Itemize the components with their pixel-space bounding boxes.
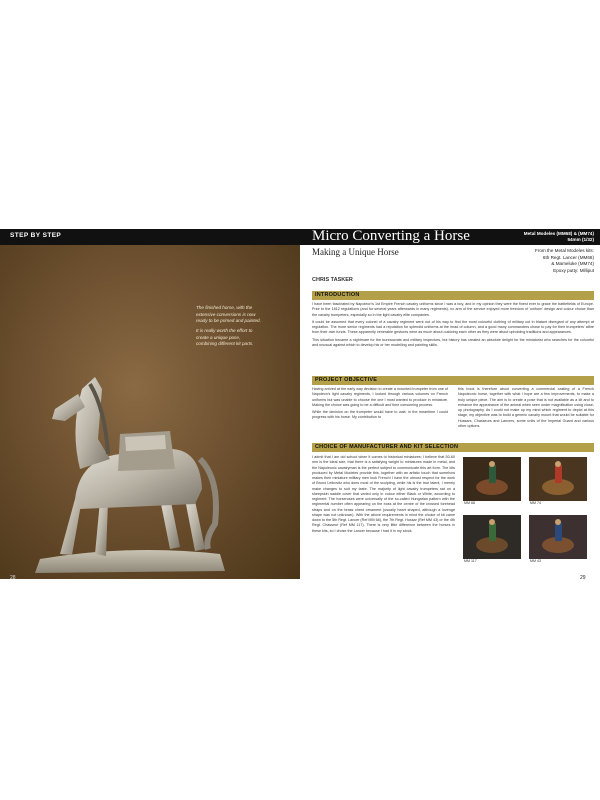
thumbnail-image	[463, 457, 521, 501]
thumbnail-image	[529, 457, 587, 501]
photo-caption	[196, 305, 262, 351]
page-number-right: 29	[580, 575, 586, 581]
paragraph: This situation became a nightmare for the bureaucrats and military inspectors, but history has created an absolute delight for the miniaturist who searches for the colourful and unusual against which to develop his or her modelling and painting skills.	[312, 337, 594, 347]
paragraph: Having arrived at the early way decision to create a mounted trumpeter from one of Napoleon's light cavalry regiments, I looked through various volumes on French uniforms but was unable to choose the one I most wanted to produce in miniature. Making the choice was going to be a difficult and time consuming process.	[312, 387, 448, 407]
right-page	[300, 229, 600, 579]
section-heading-manufacturer	[312, 443, 594, 452]
thumbnail-label: MM 74	[530, 501, 541, 505]
section-heading-text: PROJECT OBJECTIVE	[315, 377, 378, 383]
introduction-text	[312, 302, 594, 350]
paragraph: It could be assumed that every colonel of a cavalry regiment went out of his way to find the most colourful clothing of military cut in blatant disregard of any attempt at regulation. The more senior regiments had a reputation for splendid uniforms at the head of column, and a good many commanders chose to pay for their trumpeters' attire from their own funds. These apparently venerable gestures were as much about outdoing each other as they were about upholding traditions and appearances.	[312, 319, 594, 335]
caption-line: The finished horse, with the extensive conversions is now ready to be primed and painted.	[196, 305, 261, 324]
paragraph: I admit that I am old school when it comes to historical miniatures; I believe that 50-60 mm is the ideal size, that there is a satisfying weight to miniatures made in metal, and the Napoleonic cavalryman is the perfect subject to communicate this art form. The kits produced by Metal Modeles provide this, together with an artistic touch that somehow makes their miniature military men look French! I have the utmost respect for the work of Bruno Leibovitz who does most of the sculpting, while his is the true talent, I merely make changes to suit my taste. The majority of light cavalry trumpeters sat on a sheepskin saddle cover that varied only in colour either Black or White, according to regiment. The horseroses were universally of the so-called Hungarian pattern with the regimental number often appearing on the boss at the centre of the crossed forehead straps and on the brass chest ornament (usually heart shaped, although a lozenge shape was not unknown). With the above requirements in mind the choice of kit came down to the 5th Regt. Lancer (Ref MM 68), the 7th Regt. Hussar (Ref MM 43) or the 4th Regt. Chasseur (Ref MM 117). There is very little difference between the horses in these kits, so I chose the Lancer because I had it in my stock.	[312, 455, 455, 533]
thumbnail-label: MM 43	[530, 559, 541, 563]
left-header-bar	[0, 229, 300, 245]
right-header-bar	[300, 229, 600, 245]
paragraph: I have been fascinated by Napoleon's 1st Empire French cavalry uniforms since I was a boy, and in my opinion they were the finest ever to grace the battlefields of Europe. Prior to the 1812 regulations (and for several years afterwards in many regiments), no arm of the service enjoyed more freedom of 'uniform' design and colour choice than the cavalry trumpeters, especially so in the light cavalry elite companies.	[312, 302, 594, 317]
section-heading-project-objective	[312, 376, 594, 385]
section-label: STEP BY STEP	[10, 232, 62, 239]
kit-info-line: Epoxy putty: Milliput	[553, 267, 594, 273]
book-spread	[0, 229, 600, 579]
horse-miniature-photo	[20, 349, 240, 574]
header-info-line: Metal Modeles (MM68) & (MM74)	[523, 231, 594, 236]
section-heading-text: INTRODUCTION	[315, 292, 360, 298]
paragraph: this book is therefore about converting a commercial casting of a French Napoleonic horse, together with what I hope are a few improvements, to make a truly unique piece. The aim is to create a pose that is not available as a kit and to enhance the appearance of the animal when seen under magnification using close-up photography. As I could not make up my mind which regiment to depict at this stage, my objective was to build a generic cavalry mount that would be suitable for Hussars, Chasseurs and Lancers, some units of the Imperial Guard and various other options.	[458, 387, 594, 428]
objective-text-col1	[312, 387, 448, 423]
left-page	[0, 229, 300, 579]
caption-line: It is really worth the effort to create a unique pose, combining different kit parts.	[196, 327, 254, 347]
kit-info-line: 6th Regt. Lancer (MM68)	[542, 254, 594, 260]
thumbnail-mm43	[529, 515, 587, 565]
kit-thumbnails	[463, 457, 594, 577]
section-heading-introduction	[312, 291, 594, 300]
thumbnail-label: MM 68	[464, 501, 475, 505]
page-number-left: 28	[10, 575, 16, 579]
kit-info-line: & Mameluke (MM74)	[551, 261, 594, 267]
thumbnail-mm74	[529, 457, 587, 507]
thumbnail-image	[463, 515, 521, 559]
paragraph: While the decision on the trumpeter would have to wait, in the meantime I could progress with his horse. My contribution to	[312, 410, 448, 420]
thumbnail-mm68	[463, 457, 521, 507]
manufacturer-text	[312, 455, 455, 536]
kit-info-line: From the Metal Modeles kits:	[535, 248, 594, 253]
objective-text-col2	[458, 387, 594, 431]
header-info-line: 54mm (1/32)	[567, 237, 594, 243]
thumbnail-image	[529, 515, 587, 559]
header-kit-info	[524, 231, 594, 243]
thumbnail-mm117	[463, 515, 521, 565]
thumbnail-label: MM 117	[464, 559, 477, 563]
article-title: Micro Converting a Horse	[312, 228, 470, 244]
section-heading-text: CHOICE OF MANUFACTURER AND KIT SELECTION	[315, 444, 459, 450]
article-subtitle: Making a Unique Horse	[312, 247, 399, 257]
kit-info	[535, 248, 594, 275]
author-name: CHRIS TASKER	[312, 277, 353, 283]
